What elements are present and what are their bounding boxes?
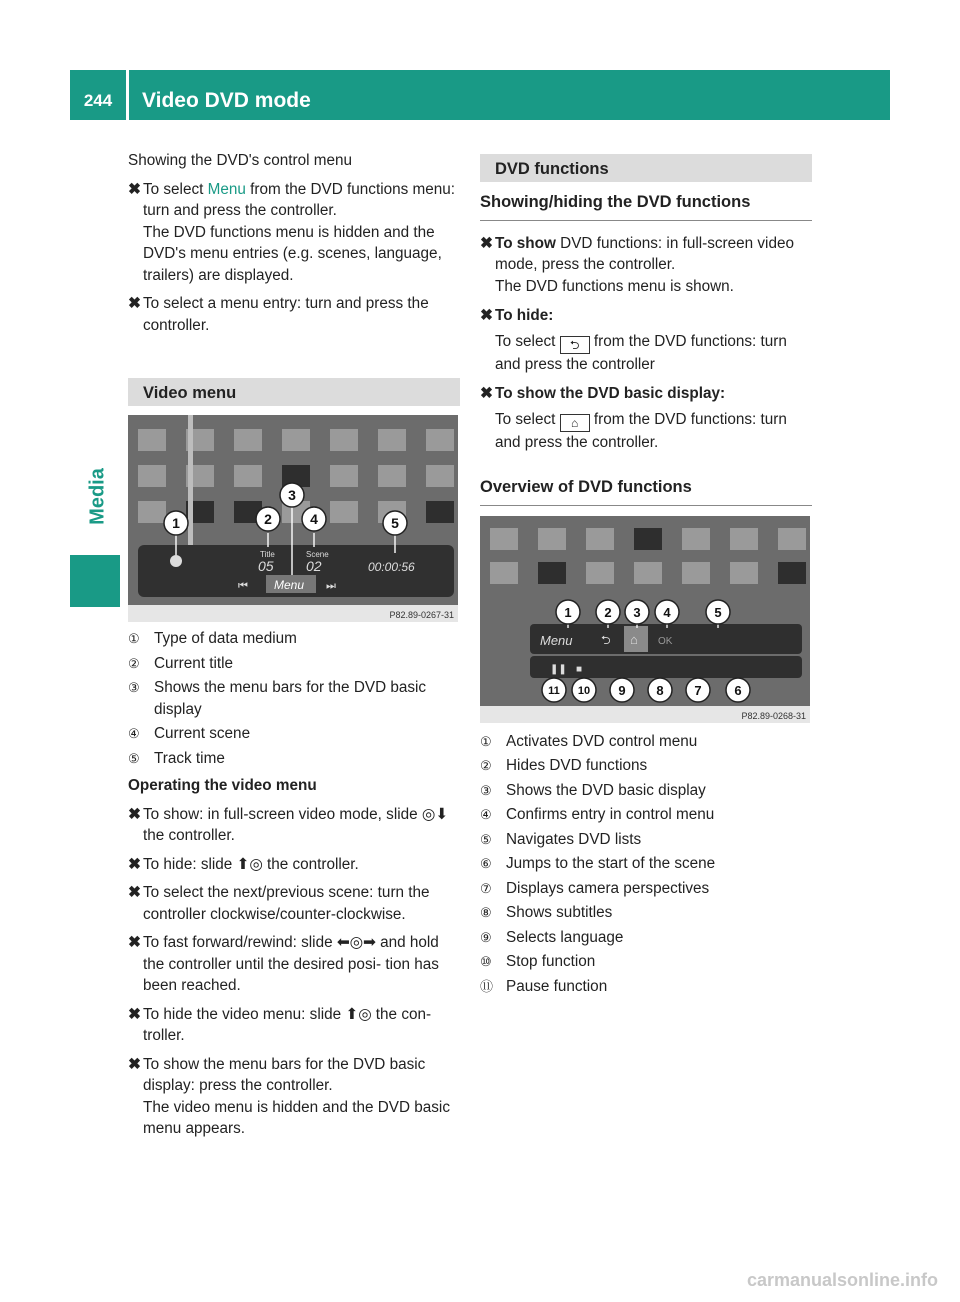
callout-5: 5 xyxy=(714,604,722,620)
back-icon: ⮌ xyxy=(560,336,590,354)
footer-watermark[interactable]: carmanualsonline.info xyxy=(746,1270,938,1290)
section-band: Video menu xyxy=(128,378,460,406)
video-menu-photo xyxy=(128,415,458,622)
dvd-functions-illustration xyxy=(480,516,810,723)
callout-9: 9 xyxy=(618,682,626,698)
section-label: Media xyxy=(86,468,109,525)
step-marker-icon: ✖ xyxy=(128,295,141,312)
op-step: ✖ To hide the video menu: slide ⬆◎ the con- troller. xyxy=(128,1005,432,1044)
legend-item: ⑪ Pause function xyxy=(480,977,608,995)
step-note: The video menu is hidden and the DVD basic menu appears. xyxy=(143,1098,450,1137)
legend-item: ② Current title xyxy=(128,654,234,672)
menu-label: Menu xyxy=(540,632,573,648)
callout-5: 5 xyxy=(391,515,399,531)
basic-display-step: ✖ To show the DVD basic display: To select ⌂ from the DVD functions: turn and press the controller. xyxy=(480,385,787,451)
home-icon: ⌂ xyxy=(630,631,638,647)
legend-item: ① Activates DVD control menu xyxy=(480,732,698,750)
page-number: 244 xyxy=(83,91,113,110)
step-marker-icon: ✖ xyxy=(128,180,141,198)
legend-item: ① Type of data medium xyxy=(128,630,297,647)
operating-heading: Operating the video menu xyxy=(128,777,317,794)
op-step: ✖ To show: in full-screen video mode, slide ◎⬇ the controller. xyxy=(128,805,449,844)
header-divider xyxy=(126,70,129,120)
page-title: Video DVD mode xyxy=(142,89,311,112)
op-step: ✖ To fast forward/rewind: slide ⬅◎➡ and hold the controller until the desired posi- tion has been reached. xyxy=(128,934,439,994)
legend-item: ③ Shows the DVD basic display xyxy=(480,781,706,799)
home-icon: ⌂ xyxy=(560,414,590,432)
video-menu-legend xyxy=(128,628,460,769)
step-select-entry: ✖ To select a menu entry: turn and press the controller. xyxy=(128,295,429,334)
section-marker xyxy=(70,555,120,607)
right-column xyxy=(480,150,812,997)
op-step: ✖ To select the next/previous scene: turn the controller clockwise/counter-clockwise. xyxy=(128,884,430,923)
left-column xyxy=(128,150,460,1140)
legend-item: ④ Confirms entry in control menu xyxy=(480,806,715,823)
next-icon: ⏭ xyxy=(326,580,336,592)
dvd-functions-legend xyxy=(480,731,812,998)
callout-3: 3 xyxy=(288,487,296,503)
time-value: 00:00:56 xyxy=(368,560,415,574)
pause-icon: ❚❚ xyxy=(550,663,567,675)
legend-item: ④ Current scene xyxy=(128,725,251,742)
callout-1: 1 xyxy=(564,604,572,620)
callout-4: 4 xyxy=(663,604,671,620)
callout-1: 1 xyxy=(172,515,180,531)
title-label: Title xyxy=(260,550,275,559)
callout-3: 3 xyxy=(633,604,641,620)
step-select-menu: ✖ To select Menu from the DVD functions menu: turn and press the controller. The DVD functions menu is hidden and the DVD's menu entries (e.g. scenes, language, trailers) are displayed. xyxy=(128,179,460,287)
step-marker-icon: ✖ xyxy=(128,1055,141,1073)
callout-7: 7 xyxy=(694,682,702,698)
legend-item: ⑩ Stop function xyxy=(480,953,596,970)
show-step: ✖ To show DVD functions: in full-screen video mode, press the controller. The DVD functions menu is shown. xyxy=(480,233,812,298)
legend-item: ② Hides DVD functions xyxy=(480,757,648,774)
stop-icon: ■ xyxy=(576,663,583,675)
ok-label: OK xyxy=(658,635,673,647)
page-header xyxy=(70,70,890,120)
step-marker-icon: ✖ xyxy=(128,884,141,901)
callout-8: 8 xyxy=(656,682,664,698)
step-marker-icon: ✖ xyxy=(128,1005,141,1023)
op-step: ✖ To show the menu bars for the DVD basic display: press the controller. The video menu is hidden and the DVD basic menu appears. xyxy=(128,1054,460,1140)
step-marker-icon: ✖ xyxy=(480,307,493,324)
step-marker-icon: ✖ xyxy=(128,934,141,951)
callout-4: 4 xyxy=(310,511,318,527)
legend-item: ③ Shows the menu bars for the DVD basic display xyxy=(128,679,427,718)
step-marker-icon: ✖ xyxy=(480,234,493,252)
menu-key: Menu xyxy=(207,180,246,198)
section-band: DVD functions xyxy=(480,154,812,182)
title-value: 05 xyxy=(258,558,274,574)
op-step: ✖ To hide: slide ⬆◎ the controller. xyxy=(128,854,460,876)
callout-2: 2 xyxy=(264,511,272,527)
legend-item: ⑦ Displays camera perspectives xyxy=(480,879,710,897)
intro-text: Showing the DVD's control menu xyxy=(128,152,352,169)
legend-item: ⑨ Selects language xyxy=(480,928,624,946)
hide-step: ✖ To hide: To select ⮌ from the DVD functions: turn and press the controller xyxy=(480,307,787,373)
step-marker-icon: ✖ xyxy=(128,855,141,873)
step-marker-icon: ✖ xyxy=(128,805,141,823)
legend-item: ⑤ Navigates DVD lists xyxy=(480,830,642,848)
previous-icon: ⏮ xyxy=(238,580,248,592)
callout-10: 10 xyxy=(577,684,591,697)
legend-item: ⑤ Track time xyxy=(128,749,225,767)
video-menu-illustration xyxy=(128,415,458,622)
overview-heading: Overview of DVD functions xyxy=(480,477,812,506)
step-marker-icon: ✖ xyxy=(480,385,493,402)
showing-hiding-heading: Showing/hiding the DVD functions xyxy=(480,192,812,221)
callout-6: 6 xyxy=(734,682,742,698)
legend-item: ⑧ Shows subtitles xyxy=(480,904,613,921)
dvd-functions-photo xyxy=(480,516,810,723)
scene-value: 02 xyxy=(306,558,322,574)
step-note: The DVD functions menu is shown. xyxy=(495,277,734,295)
step-note: The DVD functions menu is hidden and the DVD's menu entries (e.g. scenes, language, trailers) are displayed. xyxy=(143,223,442,284)
callout-11: 11 xyxy=(548,684,560,697)
back-icon: ⮌ xyxy=(601,632,611,647)
scene-label: Scene xyxy=(306,550,329,559)
menu-label: Menu xyxy=(274,578,305,592)
legend-item: ⑥ Jumps to the start of the scene xyxy=(480,855,716,872)
callout-2: 2 xyxy=(604,604,612,620)
image-code: P82.89-0267-31 xyxy=(389,610,454,620)
image-code: P82.89-0268-31 xyxy=(741,710,806,721)
